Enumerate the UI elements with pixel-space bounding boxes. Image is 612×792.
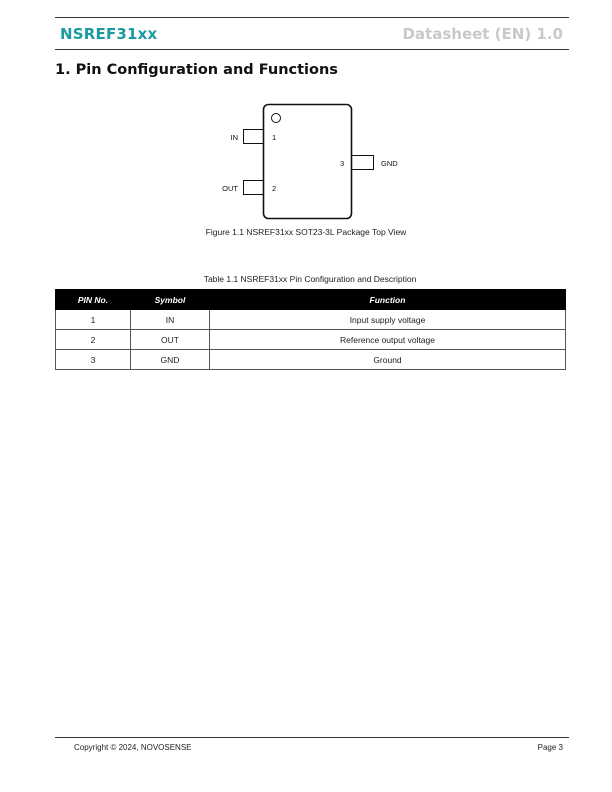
table-row	[56, 330, 566, 350]
pin-number-2: 2	[272, 184, 277, 193]
pin-function-table	[55, 289, 566, 370]
table-caption: Table 1.1 NSREF31xx Pin Configuration and Description	[203, 274, 417, 284]
section-title: 1. Pin Configuration and Functions	[55, 62, 338, 78]
cell-pin: 2	[56, 330, 131, 350]
pin-lead-1	[244, 130, 264, 144]
cell-symbol: GND	[131, 350, 210, 370]
pin-number-3: 3	[340, 159, 345, 168]
footer-page-number: Page 3	[537, 743, 563, 752]
cell-function: Input supply voltage	[210, 310, 566, 330]
figure-caption: Figure 1.1 NSREF31xx SOT23-3L Package Top View	[205, 227, 407, 237]
header-document-label: Datasheet (EN) 1.0	[402, 25, 563, 43]
pin-lead-3	[352, 156, 374, 170]
pin-number-1: 1	[272, 133, 277, 142]
pin-name-3: GND	[381, 159, 398, 168]
footer-rule	[55, 737, 569, 738]
header-top-rule	[55, 17, 569, 18]
header-product-name: NSREF31xx	[60, 25, 158, 43]
header-symbol: Symbol	[131, 290, 210, 310]
header-bottom-rule	[55, 49, 569, 50]
table-row	[56, 310, 566, 330]
cell-pin: 3	[56, 350, 131, 370]
pin-lead-2	[244, 181, 264, 195]
cell-symbol: OUT	[131, 330, 210, 350]
cell-symbol: IN	[131, 310, 210, 330]
footer-copyright: Copyright © 2024, NOVOSENSE	[74, 743, 192, 752]
pin-name-1: IN	[230, 133, 238, 142]
header-function: Function	[210, 290, 566, 310]
cell-pin: 1	[56, 310, 131, 330]
package-top-view-diagram	[200, 100, 420, 225]
table-header-row	[56, 290, 566, 310]
cell-function: Reference output voltage	[210, 330, 566, 350]
header-pin-no: PIN No.	[56, 290, 131, 310]
table-row	[56, 350, 566, 370]
pin-name-2: OUT	[222, 184, 238, 193]
cell-function: Ground	[210, 350, 566, 370]
pin1-marker-icon	[272, 114, 281, 123]
